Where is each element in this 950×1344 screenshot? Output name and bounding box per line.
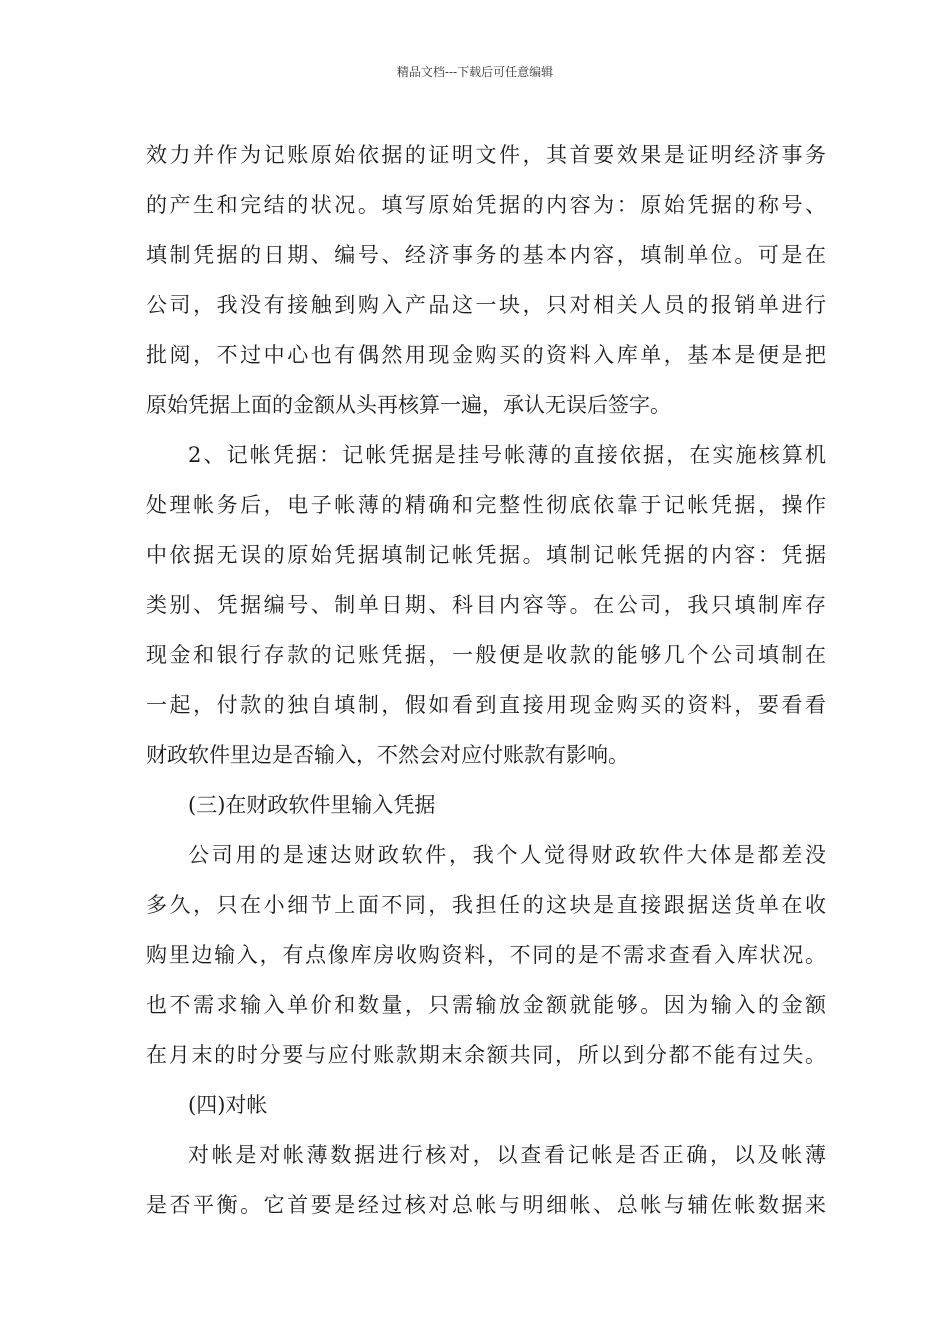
paragraph-software-entry: [146, 830, 826, 1080]
paragraph-original-voucher-cont: [146, 130, 826, 430]
document-body: [146, 130, 826, 1230]
text-line: 财政软件里边是否输入，不然会对应付账款有影响。: [146, 743, 629, 767]
text-line: 也不需求输入单价和数量，只需输放金额就能够。因为输入的金额: [146, 993, 826, 1017]
text-line: 填制凭据的日期、编号、经济事务的基本内容，填制单位。可是在: [146, 243, 826, 267]
text-line: 的产生和完结的状况。填写原始凭据的内容为：原始凭据的称号、: [146, 193, 826, 217]
text-line: 类别、凭据编号、制单日期、科目内容等。在公司，我只填制库存: [146, 593, 826, 617]
text-line: 原始凭据上面的金额从头再核算一遍，承认无误后签字。: [146, 393, 671, 417]
text-line: 一起，付款的独自填制，假如看到直接用现金购买的资料，要看看: [146, 693, 826, 717]
text-line: 处理帐务后，电子帐薄的精确和完整性彻底依靠于记帐凭据，操作: [146, 493, 826, 517]
text-line: 中依据无误的原始凭据填制记帐凭据。填制记帐凭据的内容：凭据: [146, 543, 826, 567]
text-line: 2、记帐凭据：记帐凭据是挂号帐薄的直接依据，在实施核算机: [188, 443, 826, 467]
text-line: 购里边输入，有点像库房收购资料，不同的是不需求查看入库状况。: [146, 943, 826, 967]
text-line: 批阅，不过中心也有偶然用现金购买的资料入库单，基本是便是把: [146, 343, 826, 367]
text-line: 公司用的是速达财政软件，我个人觉得财政软件大体是都差没: [188, 843, 826, 867]
text-line: 在月末的时分要与应付账款期末余额共同，所以到分都不能有过失。: [146, 1043, 826, 1067]
text-line: (三)在财政软件里输入凭据: [188, 793, 436, 817]
paragraph-accounting-voucher: [146, 430, 826, 780]
text-line: 多久，只在小细节上面不同，我担任的这块是直接跟据送货单在收: [146, 893, 826, 917]
paragraph-reconciliation: [146, 1130, 826, 1230]
text-line: 效力并作为记账原始依据的证明文件，其首要效果是证明经济事务: [146, 143, 826, 167]
section-heading-3: [146, 780, 826, 830]
text-line: 现金和银行存款的记账凭据，一般便是收款的能够几个公司填制在: [146, 643, 826, 667]
text-line: 公司，我没有接触到购入产品这一块，只对相关人员的报销单进行: [146, 293, 826, 317]
page-header: 精品文档---下载后可任意编辑: [396, 65, 554, 79]
text-line: 是否平衡。它首要是经过核对总帐与明细帐、总帐与辅佐帐数据来: [146, 1193, 826, 1217]
text-line: (四)对帐: [188, 1093, 268, 1117]
section-heading-4: [146, 1080, 826, 1130]
text-line: 对帐是对帐薄数据进行核对，以查看记帐是否正确，以及帐薄: [188, 1143, 826, 1167]
